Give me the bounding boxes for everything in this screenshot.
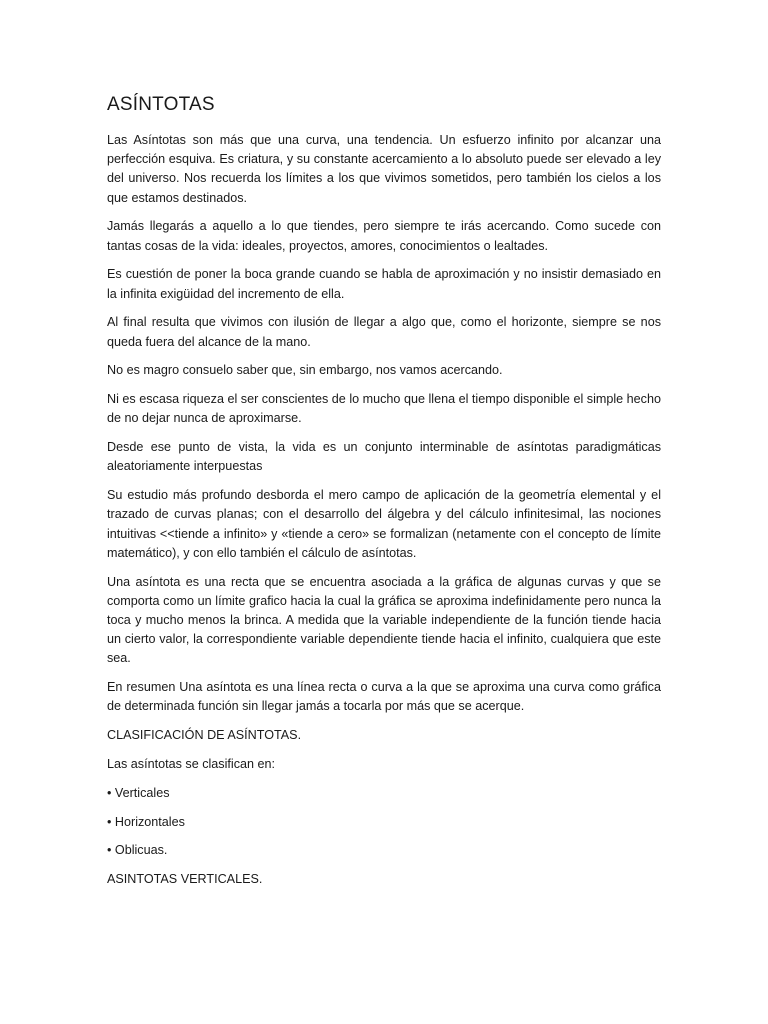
- paragraph-intro: Las Asíntotas son más que una curva, una tendencia. Un esfuerzo infinito por alcanzar una perfección esquiva. Es criatura, y su constante acercamiento a lo absoluto puede ser elevado a ley del universo. Nos recuerda los límites a los que vivimos sometidos, pero también los cielos a los que estamos destinados.: [107, 133, 661, 205]
- paragraph-punto-de-vista: Desde ese punto de vista, la vida es un conjunto interminable de asíntotas paradigmáticas aleatoriamente interpuestas: [107, 440, 661, 474]
- list-item-horizontales: • Horizontales: [107, 814, 185, 829]
- paragraph-riqueza: Ni es escasa riqueza el ser conscientes de lo mucho que llena el tiempo disponible el simple hecho de no dejar nunca de aproximarse.: [107, 392, 661, 426]
- paragraph-clasifican: Las asíntotas se clasifican en:: [107, 757, 276, 772]
- paragraph-resumen: En resumen Una asíntota es una línea recta o curva a la que se aproxima una curva como gráfica de determinada función sin llegar jamás a tocarla por más que se acerque.: [107, 680, 661, 714]
- document-page: [107, 92, 661, 899]
- paragraph-consuelo: No es magro consuelo saber que, sin embargo, nos vamos acercando.: [107, 363, 503, 378]
- list-item-oblicuas: • Oblicuas.: [107, 843, 168, 858]
- document-title: ASÍNTOTAS: [107, 94, 215, 115]
- paragraph-estudio: Su estudio más profundo desborda el mero campo de aplicación de la geometría elemental y el trazado de curvas planas; con el desarrollo del álgebra y del cálculo infinitesimal, las nociones intuitivas <<tiende a infinito» y «tiende a cero» se formalizan (netamente con el concepto de límite matemático), y con ello también el cálculo de asíntotas.: [107, 488, 661, 560]
- paragraph-horizonte: Al final resulta que vivimos con ilusión de llegar a algo que, como el horizonte, siempre se nos queda fuera del alcance de la mano.: [107, 315, 661, 349]
- section-heading-clasificacion: CLASIFICACIÓN DE ASÍNTOTAS.: [107, 728, 302, 743]
- paragraph-tendencia: Jamás llegarás a aquello a lo que tiendes, pero siempre te irás acercando. Como sucede con tantas cosas de la vida: ideales, proyectos, amores, conocimientos o lealtades.: [107, 219, 661, 253]
- paragraph-definicion: Una asíntota es una recta que se encuentra asociada a la gráfica de algunas curvas y que se comporta como un límite grafico hacia la cual la gráfica se aproxima indefinidamente pero nunca la toca y mucho menos la brinca. A medida que la variable independiente de la función tiende hacia un cierto valor, la correspondiente variable dependiente tiende hacia el infinito, cualquiera que este sea.: [107, 574, 661, 666]
- paragraph-aproximacion: Es cuestión de poner la boca grande cuando se habla de aproximación y no insistir demasiado en la infinita exigüidad del incremento de ella.: [107, 267, 661, 301]
- list-item-verticales: • Verticales: [107, 785, 170, 800]
- section-heading-verticales: ASINTOTAS VERTICALES.: [107, 872, 263, 887]
